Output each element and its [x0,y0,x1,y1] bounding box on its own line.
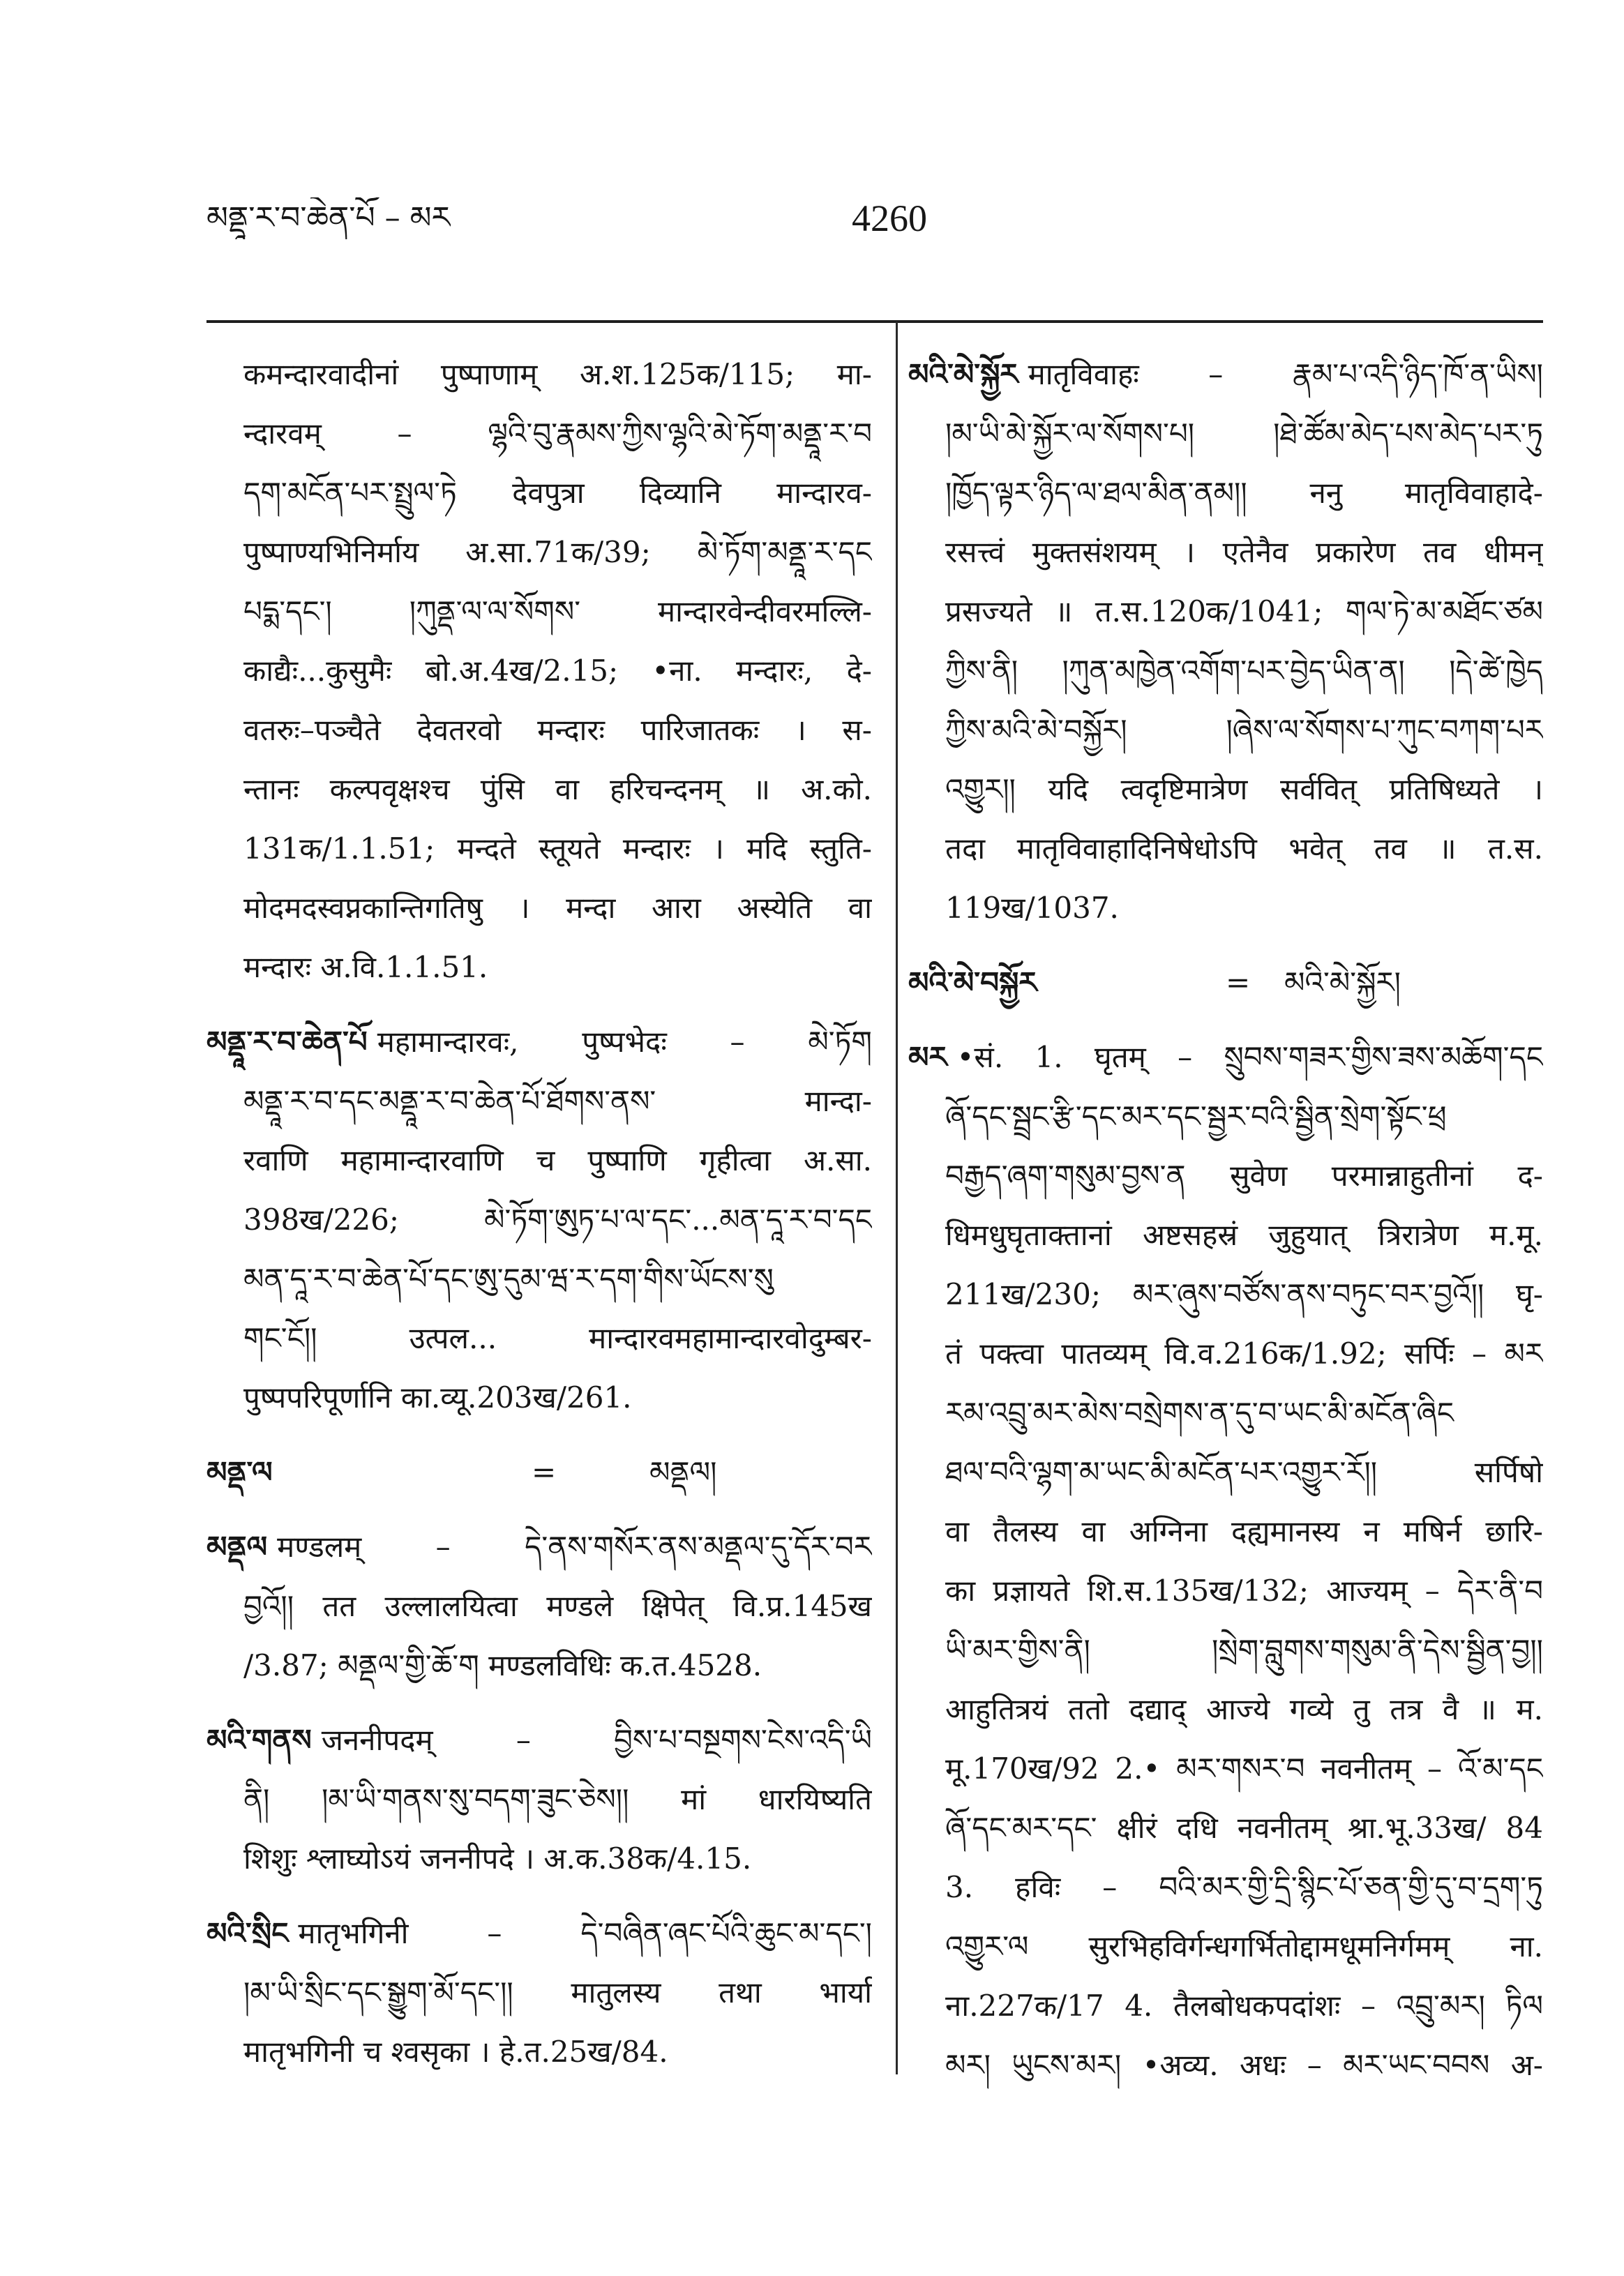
entry-line: ཞོ་དང་སྦྲང་རྩི་དང་མར་དང་སྦྱར་བའི་སྦྱིན་སྲེག་སྟོང་ཕྲ [945,1099,1447,1133]
entry-line: རམ་འབྲུ་མར་མེས་བསྲེགས་ན་དུ་བ་ཡང་མི་མངོན་ཞིང [945,1396,1454,1430]
dictionary-entry [908,345,1543,937]
entry-line: ना.227क/17 4. तैलबोधकपदांशः – འབྲུ་མར། ཏིལ [945,1989,1543,2023]
entry-line: धिमधुघृताक्तानां अष्टसहस्रं जुहुयात् त्रिरात्रेण म.मू. [945,1218,1543,1252]
entry-line: का प्रज्ञायते शि.स.135ख/132; आज्यम् – དེར་ནི་བ [945,1574,1543,1608]
entry-line: न्तानः कल्पवृक्षश्च पुंसि वा हरिचन्दनम् ॥ अ.को. [243,772,872,806]
entry-line: པདྨ་དང་། །ཀུནྡ་ལ་ལ་སོགས་ मान्दारवेन्दीवरमल्लि- [243,594,872,628]
entry-first-line [206,1710,872,1770]
entry-line: །ཁྱོད་ལྟར་ཉིད་ལ་ཐལ་མིན་ནམ།། ननु मातृविवाहादे- [945,476,1543,510]
entry-line: मोदमदस्वप्नकान्तिगतिषु । मन्दा आरा अस्येति वा [243,891,872,925]
entry-first-line [206,1517,872,1576]
dictionary-entry [206,1904,872,2081]
entry-line: कमन्दारवादीनां पुष्पाणाम् अ.श.125क/115; मा- [243,357,872,391]
entry-first-line [206,1904,872,1963]
entry-line: བྱའོ།། तत उल्लालयित्वा मण्डले क्षिपेत् वि.प्र.145ख [243,1589,872,1623]
entry-line: पुष्पपरिपूर्णानि का.व्यू.203ख/261. [243,1380,632,1415]
entry-headword: མནྡཱ་ར་བ་ཆེན་པོ [206,1025,368,1059]
entry-line: रसत्त्वं मुक्तसंशयम् । एतेनैव प्रकारेण तव धीमन् [945,535,1543,569]
running-head: མནྡཱ་ར་བ་ཆེན་པོ – མར [206,200,451,236]
entry-line: བརྒྱད་ཞག་གསུམ་བྱས་ན सुवेण परमान्नाहुतीनां द- [945,1159,1543,1193]
entry-headword: མའི་མེ་སྐྱོར [908,357,1018,391]
cross-reference-entry [206,1442,872,1502]
entry-line: 211ख/230; མར་ཞུས་བཙོས་ནས་བཏུང་བར་བྱའོ།། घृ- [945,1277,1543,1311]
cross-reference-target: མནྡལ། [649,1455,717,1489]
dictionary-entry [206,1012,872,1427]
entry-headword: མནྡལ [206,1530,268,1564]
entry-line: ཞོ་དང་མར་དང་ क्षीरं दधि नवनीतम् श्रा.भू.33ख/ 84 [945,1811,1543,1845]
entry-line: पुष्पाण्यभिनिर्माय अ.सा.71क/39; མེ་ཏོག་མནྡཱ་ར་དང [243,535,872,569]
entry-definition: मण्डलम् – དེ་ནས་གསོར་ནས་མནྡལ་དུ་དོར་བར [277,1530,872,1564]
entry-line: ཡི་མར་གྱིས་ནི། །སྲེག་བླུགས་གསུམ་ནི་དེས་སྦྱིན་བྱ།། [945,1633,1543,1667]
entry-definition: मातृविवाहः – རྣམ་པ་འདི་ཉིད་ཁོ་ན་ཡིས། [1028,357,1543,391]
cross-reference-entry [908,953,1543,1012]
entry-line: 3. हविः – བའི་མར་གྱི་དྲི་སྙིང་པོ་ཅན་གྱི་དུ་བ་དྲག་ཏུ [945,1870,1543,1904]
entry-line: ནི། །མ་ཡི་གནས་སུ་བདག་ཟུང་ཅེས།། मां धारयिष्यति [243,1782,872,1816]
entry-definition: महामान्दारवः, पुष्पभेदः – མེ་ཏོག [377,1025,872,1059]
equals-sign: = [1226,965,1251,1000]
entry-line: ཀྱིས་མའི་མེ་བསྐྱོར། །ཞེས་ལ་སོགས་པ་ཀུང་བཀག་པར [945,713,1543,747]
entry-line: मन्दारः अ.वि.1.1.51. [243,950,488,984]
entry-definition: जननीपदम् – བྱིས་པ་བསྔགས་ངེས་འདི་ཡི [321,1723,872,1757]
left-column [206,345,872,2130]
entry-definition: •सं. 1. घृतम् – སྲུབས་གཟར་གྱིས་ཟས་མཆོག་དང [956,1040,1543,1074]
entry-line: आहुतित्रयं ततो दद्याद् आज्ये गव्ये तु तत्र वै ॥ म. [945,1692,1543,1726]
cross-reference-target: མའི་མེ་སྐྱོར། [1284,965,1401,1000]
entry-line: काद्यैः...कुसुमैः बो.अ.4ख/2.15; •ना. मन्दारः, दे- [243,654,872,688]
header-rule [206,320,1543,323]
equals-sign: = [532,1455,557,1489]
entry-headword: མའི་མེ་བསྐྱོར [908,965,1037,1000]
entry-line: न्दारवम् – ལྷའི་བུ་རྣམས་ཀྱིས་ལྷའི་མེ་ཏོག་མནྡཱ་ར་བ [243,416,872,451]
entry-first-line [908,1027,1543,1087]
dictionary-entry [206,1517,872,1695]
entry-line: प्रसज्यते ॥ त.स.120क/1041; གལ་ཏེ་མ་མཐོང་ཙམ [945,594,1543,628]
cross-reference-line [908,953,1543,1012]
entry-line: 119ख/1037. [945,891,1119,925]
entry-line: གང་ངོ།། उत्पल... मान्दारवमहामान्दारवोदुम्बर- [243,1321,872,1355]
page-number: 4260 [852,197,927,239]
entry-headword: མནྡ་ལ [206,1455,273,1489]
entry-line: वा तैलस्य वा अग्निना दह्यमानस्य न मषिर्न छारि- [945,1514,1543,1548]
entry-line: མན་དཱ་ར་བ་ཆེན་པོ་དང་ཨུ་དུམ་ཝ་ར་དག་གིས་ཡོངས་སུ [243,1262,774,1296]
dictionary-entry [206,1710,872,1888]
entry-line: ཀྱིས་ནི། །ཀུན་མཁྱེན་འགོག་པར་བྱེད་ཡིན་ན། །དེ་ཚེ་ཁྱེད [945,654,1543,688]
entry-line: མནྡཱ་ར་བ་དང་མནྡཱ་ར་བ་ཆེན་པོ་ཐོགས་ནས་ मान्दा- [243,1084,872,1118]
entry-line: དག་མངོན་པར་སྤྲུལ་ཏེ देवपुत्रा दिव्यानि मान्दारव- [243,476,872,510]
cross-reference-line [206,1442,872,1502]
entry-line: མར། ཡུངས་མར། •अव्य. अधः – མར་ཡང་བབས अ- [945,2048,1543,2082]
entry-headword: མའི་གནས [206,1723,312,1757]
entry-line: मातृभगिनी च श्वसृका । हे.त.25ख/84. [243,2035,668,2069]
column-divider [896,322,898,2074]
entry-line: /3.87; མནྡལ་གྱི་ཆོ་ག मण्डलविधिः क.त.4528. [243,1648,762,1682]
right-column [908,345,1543,2130]
entry-line: शिशुः श्लाघ्योऽयं जननीपदे । अ.क.38क/4.15. [243,1841,752,1876]
entry-line: 131क/1.1.51; मन्दते स्तूयते मन्दारः । मदि स्तुति- [243,831,872,866]
entry-headword: མར [908,1040,947,1074]
entry-line: मू.170ख/92 2.• མར་གསར་བ नवनीतम् – འོ་མ་དང [945,1751,1543,1786]
dictionary-entry [206,345,872,997]
entry-line: འགྱུར་ལ सुरभिहविर्गन्धगर्भितोद्दामधूमनिर्गमम् ना. [945,1929,1543,1964]
entry-line: །མ་ཡི་མེ་སྐྱོར་ལ་སོགས་པ། །ཐེ་ཚོམ་མེད་པས་མེད་པར་ཏུ [945,416,1543,451]
entry-definition: मातृभगिनी – དེ་བཞིན་ཞང་པོའི་ཆུང་མ་དང་། [298,1916,872,1950]
entry-line: तं पक्त्वा पातव्यम् वि.व.216क/1.92; सर्पिः – མར [945,1336,1543,1371]
entry-line: འགྱུར།། यदि त्वदृष्टिमात्रेण सर्ववित् प्रतिषिध्यते । [945,772,1543,806]
entry-line: रवाणि महामान्दारवाणि च पुष्पाणि गृहीत्वा अ.सा. [243,1143,872,1177]
entry-line: ཐལ་བའི་ལྷག་མ་ཡང་མི་མངོན་པར་འགྱུར་རོ།། सर्पिषो [945,1455,1543,1489]
entry-headword: མའི་སྲིང [206,1916,289,1950]
entry-first-line [206,1012,872,1071]
entry-line: वतरुः–पञ्चैते देवतरवो मन्दारः पारिजातकः । स- [243,713,872,747]
entry-first-line [908,345,1543,404]
entry-line: 398ख/226; མེ་ཏོག་ཨུཏ་པ་ལ་དང་...མན་དཱ་ར་བ་དང [243,1203,872,1237]
dictionary-entry [908,1027,1543,2095]
entry-line: །མ་ཡི་སྲིང་དང་སྒྱུག་མོ་དང་།། मातुलस्य तथा भार्या [243,1975,872,2010]
entry-line: तदा मातृविवाहादिनिषेधोऽपि भवेत् तव ॥ त.स. [945,831,1543,866]
